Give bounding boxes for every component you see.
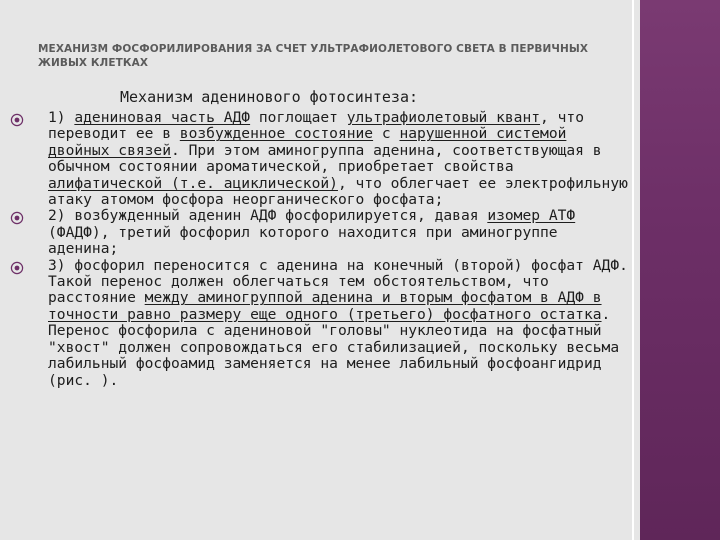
slide-subtitle: Механизм аденинового фотосинтеза: — [120, 88, 419, 106]
text-segment: (ФАДФ), третий фосфорил которого находится при аминогруппе аденина; — [48, 223, 558, 258]
sun-bullet-icon — [10, 210, 24, 224]
list-item — [10, 110, 630, 208]
text-segment: , что переводит ее в — [48, 109, 584, 143]
text-segment: 3) фосфорил переносится с аденина на конечный (второй) фосфат АДФ. Такой перенос должен облегчаться тем обстоятельством, что расстояние — [48, 256, 628, 307]
list-item-text — [48, 258, 630, 389]
text-segment: , что облегчает ее электрофильную атаку атомом фосфора неорганического фосфата; — [48, 174, 628, 209]
list-item — [10, 258, 630, 389]
list-item-text — [48, 208, 630, 257]
side-divider-line — [632, 0, 634, 540]
underlined-text-segment: нарушенной системой двойных связей — [48, 125, 567, 159]
underlined-text-segment: ультрафиолетовый квант — [346, 109, 541, 126]
sun-bullet-icon — [10, 112, 24, 126]
sun-bullet-icon — [10, 260, 24, 274]
text-segment: . При этом аминогруппа аденина, соответствующая в обычном состоянии ароматической, приобретает свойства — [48, 141, 602, 176]
underlined-text-segment: алифатической (т.е. ациклической) — [48, 174, 338, 192]
accent-side-bar — [640, 0, 720, 540]
list-item-text — [48, 110, 630, 208]
underlined-text-segment: возбужденное состояние — [179, 125, 374, 143]
underlined-text-segment: между аминогруппой аденина и вторым фосфатом в АДФ в точности равно размеру еще одного (третьего) фосфатного остатка — [48, 289, 602, 323]
text-segment: 1) — [48, 109, 75, 126]
underlined-text-segment: адениновая часть АДФ — [74, 109, 251, 126]
underlined-text-segment: изомер АТФ — [487, 207, 576, 225]
text-segment: поглощает — [250, 109, 347, 126]
text-segment: 2) возбужденный аденин АДФ фосфорилируется, давая — [48, 207, 488, 225]
list-item — [10, 208, 630, 257]
text-segment: с — [373, 125, 400, 143]
slide-title: МЕХАНИЗМ ФОСФОРИЛИРОВАНИЯ ЗА СЧЕТ УЛЬТРАФИОЛЕТОВОГО СВЕТА В ПЕРВИЧНЫХ ЖИВЫХ КЛЕТКАХ — [38, 43, 589, 69]
bullet-list — [10, 110, 630, 389]
text-segment: . Перенос фосфорила с адениновой "головы" нуклеотида на фосфатный "хвост" должен сопровождаться его стабилизацией, поскольку весьма лабильный фосфоамид заменяется на менее лабильный фосфоангидрид (рис. ). — [48, 305, 620, 389]
